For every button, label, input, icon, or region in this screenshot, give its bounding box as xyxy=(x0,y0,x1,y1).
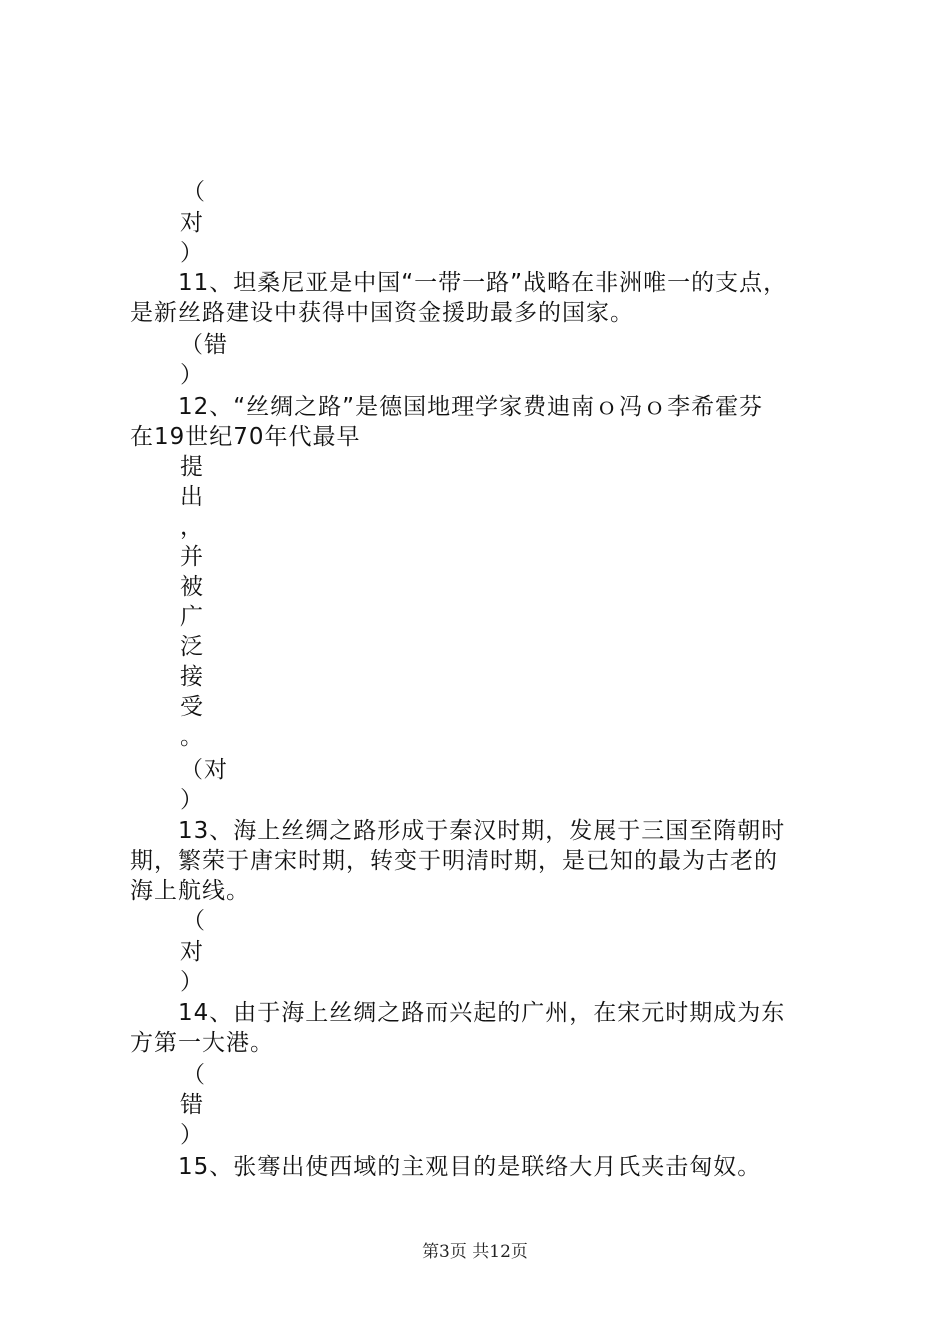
question-12: 12、“丝绸之路”是德国地理学家费迪南ｏ冯ｏ李希霍芬 xyxy=(178,394,764,420)
text-line: 海上航线。 xyxy=(130,878,250,904)
text-line: 方第一大港。 xyxy=(130,1030,274,1056)
question-15: 15、张骞出使西域的主观目的是联络大月氏夹击匈奴。 xyxy=(178,1154,762,1180)
answer-14: 错 xyxy=(180,1092,204,1118)
text-line: 泛 xyxy=(180,634,204,660)
text-line: 。 xyxy=(180,724,204,750)
text-line: ） xyxy=(180,787,204,813)
answer-11: （错 xyxy=(180,332,228,358)
question-13: 13、海上丝绸之路形成于秦汉时期，发展于三国至隋朝时 xyxy=(178,818,786,844)
text-line: 期，繁荣于唐宋时期，转变于明清时期，是已知的最为古老的 xyxy=(130,848,778,874)
text-line: 出 xyxy=(180,484,204,510)
text-line: 对 xyxy=(180,210,204,236)
text-line: ， xyxy=(180,514,204,540)
page-footer: 第3页 共12页 xyxy=(422,1242,528,1262)
text-line: 提 xyxy=(180,454,204,480)
text-line: （ xyxy=(182,179,206,205)
text-line: 广 xyxy=(180,604,204,630)
text-line: 被 xyxy=(180,574,204,600)
text-line: （ xyxy=(182,908,206,934)
answer-12: （对 xyxy=(180,757,228,783)
text-line: ） xyxy=(180,362,204,388)
question-11: 11、坦桑尼亚是中国“一带一路”战略在非洲唯一的支点， xyxy=(178,270,788,296)
text-line: 接 xyxy=(180,664,204,690)
question-14: 14、由于海上丝绸之路而兴起的广州，在宋元时期成为东 xyxy=(178,1000,786,1026)
text-line: 在19世纪70年代最早 xyxy=(130,424,361,450)
text-line: 是新丝路建设中获得中国资金援助最多的国家。 xyxy=(130,300,634,326)
text-line: ） xyxy=(180,969,204,995)
text-line: ） xyxy=(180,240,204,266)
text-line: ） xyxy=(180,1122,204,1148)
text-line: 并 xyxy=(180,544,204,570)
answer-13: 对 xyxy=(180,939,204,965)
text-line: （ xyxy=(182,1062,206,1088)
text-line: 受 xyxy=(180,694,204,720)
